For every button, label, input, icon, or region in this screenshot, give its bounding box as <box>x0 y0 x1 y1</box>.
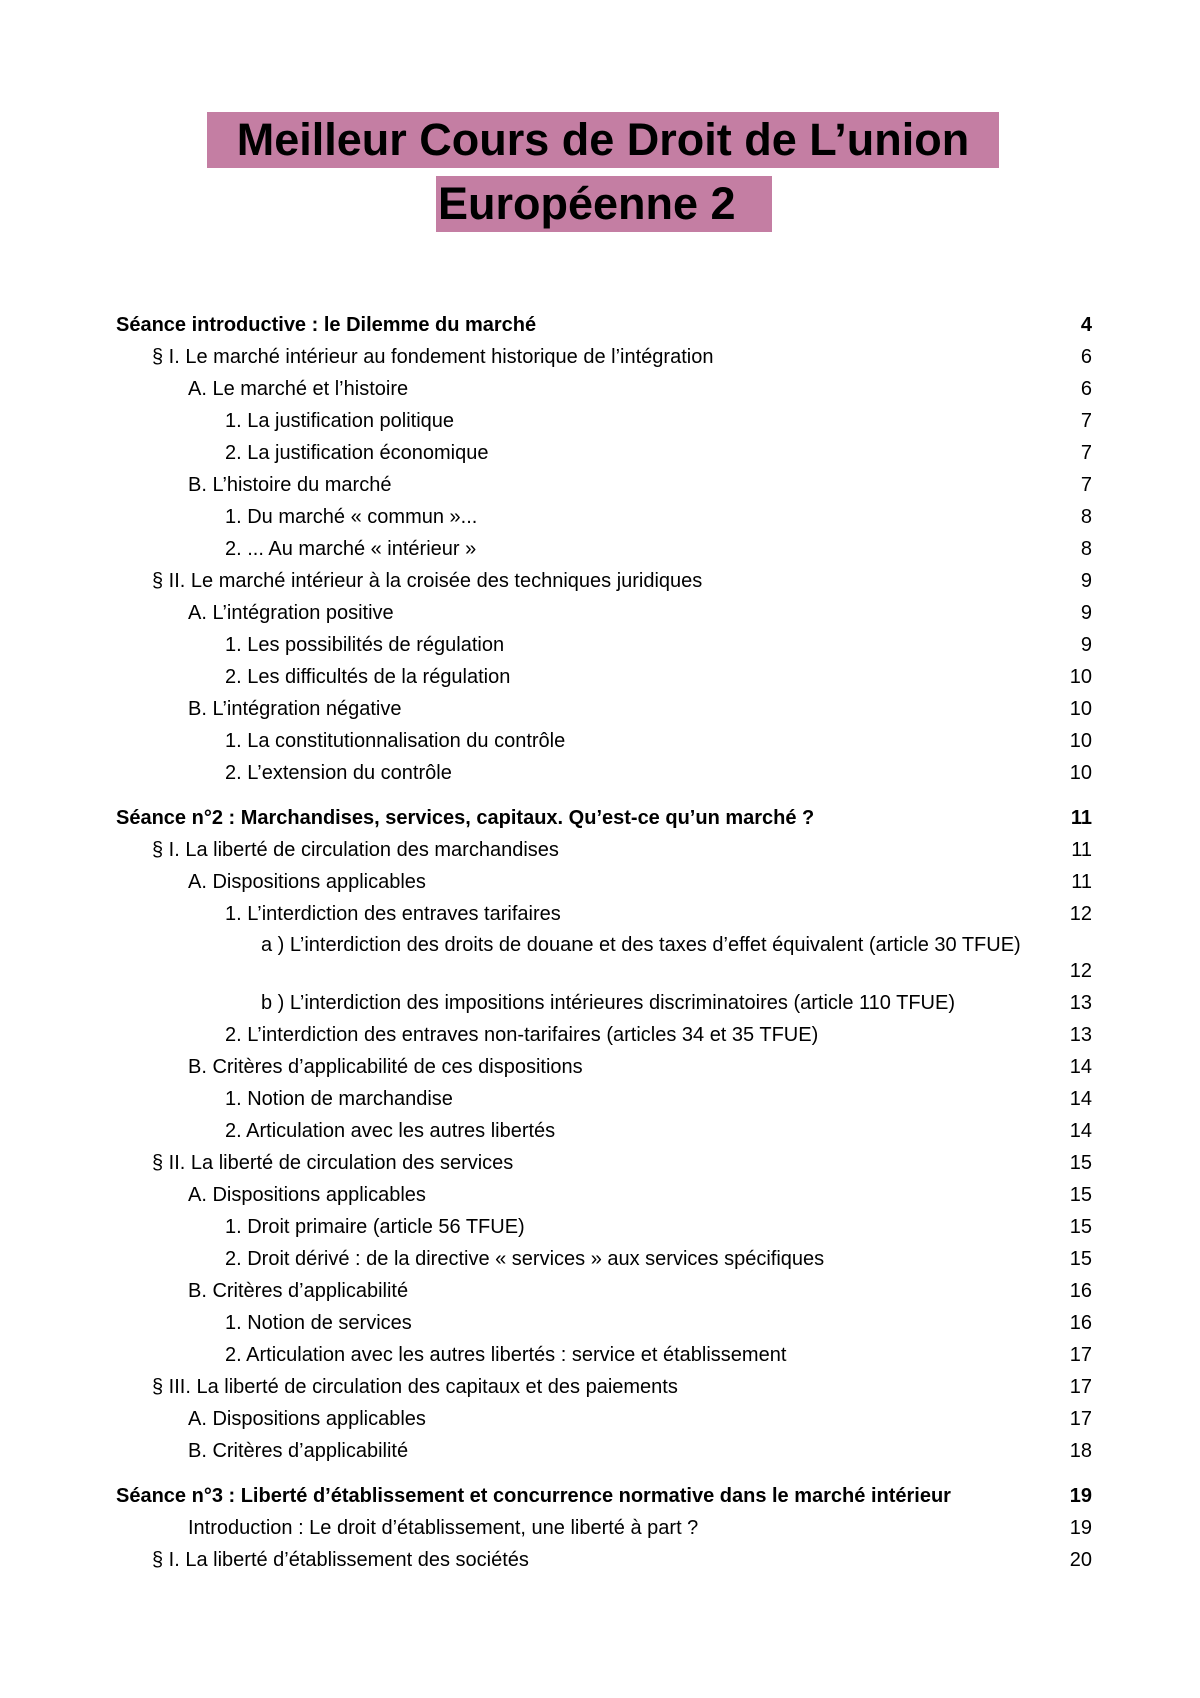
toc-entry[interactable] <box>116 501 1092 533</box>
toc-entry-page: 16 <box>1069 1312 1092 1334</box>
toc-entry-text: 1. L’interdiction des entraves tarifaires <box>225 903 561 925</box>
toc-entry[interactable] <box>116 1083 1092 1115</box>
toc-entry[interactable] <box>116 757 1092 789</box>
toc-entry[interactable] <box>116 341 1092 373</box>
toc-entry[interactable] <box>116 866 1092 898</box>
toc-entry-page: 4 <box>1080 314 1092 336</box>
toc-entry-text: 2. Articulation avec les autres libertés : service et établissement <box>225 1344 787 1366</box>
toc-entry[interactable] <box>116 1403 1092 1435</box>
toc-entry-text: A. Le marché et l’histoire <box>188 378 409 400</box>
toc-entry-text: A. Dispositions applicables <box>188 1408 426 1430</box>
toc-entry[interactable] <box>116 1019 1092 1051</box>
toc-entry-page: 6 <box>1080 346 1092 368</box>
toc-entry-page: 11 <box>1071 871 1092 893</box>
toc-entry-page: 15 <box>1069 1152 1092 1174</box>
toc-entry[interactable] <box>116 1275 1092 1307</box>
toc-entry-page: 13 <box>1069 992 1092 1014</box>
toc-entry[interactable] <box>116 469 1092 501</box>
toc-entry-page: 13 <box>1069 1024 1092 1046</box>
toc-entry-page: 15 <box>1069 1248 1092 1270</box>
toc-entry-page: 7 <box>1080 442 1092 464</box>
toc-entry[interactable] <box>116 373 1092 405</box>
toc-entry-text: 1. La justification politique <box>225 410 455 432</box>
toc-entry-text: 1. Notion de services <box>225 1312 412 1334</box>
toc-entry-page: 10 <box>1069 730 1092 752</box>
toc-entry-text: Séance n°2 : Marchandises, services, capitaux. Qu’est-ce qu’un marché ? <box>116 807 815 829</box>
toc-entry-page: 18 <box>1069 1440 1092 1462</box>
toc-entry-text: § II. Le marché intérieur à la croisée des techniques juridiques <box>152 570 703 592</box>
toc-entry[interactable] <box>116 987 1092 1019</box>
toc-entry-text: 1. La constitutionnalisation du contrôle <box>225 730 566 752</box>
toc-entry[interactable] <box>116 405 1092 437</box>
toc-entry[interactable] <box>116 898 1092 930</box>
toc-entry-text: 2. L’interdiction des entraves non-tarifaires (articles 34 et 35 TFUE) <box>225 1024 819 1046</box>
toc-entry-page: 17 <box>1069 1408 1092 1430</box>
toc-entry-page: 12 <box>1069 903 1092 925</box>
toc-entry-text: B. Critères d’applicabilité <box>188 1280 409 1302</box>
toc-entry[interactable] <box>116 1480 1092 1512</box>
toc-entry-page: 10 <box>1069 698 1092 720</box>
toc-entry[interactable] <box>116 1179 1092 1211</box>
toc-entry-text: 1. Notion de marchandise <box>225 1088 453 1110</box>
toc-entry-text: A. Dispositions applicables <box>188 871 426 893</box>
toc-entry[interactable] <box>116 1051 1092 1083</box>
toc-entry-page: 8 <box>1080 538 1092 560</box>
toc-entry[interactable] <box>116 1544 1092 1576</box>
toc-entry-text: A. Dispositions applicables <box>188 1184 426 1206</box>
toc-entry-text: 1. Droit primaire (article 56 TFUE) <box>225 1216 525 1238</box>
toc-entry[interactable] <box>116 1147 1092 1179</box>
toc-entry[interactable] <box>116 1512 1092 1544</box>
toc-entry-text: Séance n°3 : Liberté d’établissement et concurrence normative dans le marché intérieur <box>116 1485 951 1507</box>
toc-entry-page: 9 <box>1080 634 1092 656</box>
toc-entry[interactable] <box>116 1339 1092 1371</box>
toc-entry-page: 14 <box>1069 1120 1092 1142</box>
toc-entry-page: 10 <box>1069 666 1092 688</box>
toc-entry-page: 11 <box>1071 839 1092 861</box>
toc-entry[interactable] <box>116 1211 1092 1243</box>
toc-entry-text: 2. ... Au marché « intérieur » <box>225 538 477 560</box>
toc-entry-text: b ) L’interdiction des impositions intérieures discriminatoires (article 110 TFUE) <box>261 992 955 1014</box>
toc-entry-text: B. L’intégration négative <box>188 698 402 720</box>
toc-entry-page: 10 <box>1069 762 1092 784</box>
toc-entry-page: 9 <box>1080 602 1092 624</box>
toc-entry-text: 2. L’extension du contrôle <box>225 762 452 784</box>
toc-entry-page: 14 <box>1069 1088 1092 1110</box>
toc-entry-page: 12 <box>1069 960 1092 982</box>
toc-entry-text: § I. La liberté d’établissement des sociétés <box>152 1549 529 1571</box>
toc-entry-page: 6 <box>1080 378 1092 400</box>
toc-entry[interactable] <box>116 1243 1092 1275</box>
toc-entry-page: 15 <box>1069 1216 1092 1238</box>
toc-entry-text: 2. Droit dérivé : de la directive « services » aux services spécifiques <box>225 1248 825 1270</box>
toc-entry-page: 9 <box>1080 570 1092 592</box>
toc-entry[interactable] <box>116 1307 1092 1339</box>
toc-entry[interactable] <box>116 693 1092 725</box>
toc-entry[interactable] <box>116 1371 1092 1403</box>
toc-entry-text: § I. La liberté de circulation des marchandises <box>152 839 559 861</box>
title-line-2: Européenne 2 <box>436 176 772 232</box>
toc-entry-text: B. Critères d’applicabilité <box>188 1440 409 1462</box>
toc-entry-text: Introduction : Le droit d’établissement, une liberté à part ? <box>188 1517 699 1539</box>
toc-entry-text: 1. Du marché « commun »... <box>225 506 478 528</box>
toc-entry-page: 15 <box>1069 1184 1092 1206</box>
toc-entry-text: § III. La liberté de circulation des capitaux et des paiements <box>152 1376 678 1398</box>
toc-entry-text: B. L’histoire du marché <box>188 474 392 496</box>
toc-entry[interactable] <box>116 661 1092 693</box>
toc-entry[interactable] <box>116 437 1092 469</box>
toc-entry[interactable] <box>116 597 1092 629</box>
toc-entry-page: 7 <box>1080 474 1092 496</box>
toc-entry[interactable] <box>116 725 1092 757</box>
toc-entry-text: 2. Les difficultés de la régulation <box>225 666 511 688</box>
toc-entry-page: 11 <box>1070 807 1092 829</box>
title-line-1: Meilleur Cours de Droit de L’union <box>207 112 999 168</box>
toc-entry-page: 16 <box>1069 1280 1092 1302</box>
toc-entry-text: A. L’intégration positive <box>188 602 394 624</box>
toc-entry-page: 20 <box>1069 1549 1092 1571</box>
toc-entry-page: 17 <box>1069 1344 1092 1366</box>
toc-entry-page: 19 <box>1069 1485 1092 1507</box>
toc-entry-text: 2. La justification économique <box>225 442 489 464</box>
toc-entry-text: § I. Le marché intérieur au fondement historique de l’intégration <box>152 346 714 368</box>
table-of-contents <box>116 309 1092 1576</box>
toc-entry[interactable] <box>116 930 1092 987</box>
toc-entry-text: a ) L’interdiction des droits de douane et des taxes d’effet équivalent (article 30 TFUE) <box>261 934 1021 956</box>
toc-entry[interactable] <box>116 1115 1092 1147</box>
toc-entry[interactable] <box>116 565 1092 597</box>
toc-entry-page: 17 <box>1069 1376 1092 1398</box>
toc-entry-text: § II. La liberté de circulation des services <box>152 1152 514 1174</box>
toc-entry-text: 1. Les possibilités de régulation <box>225 634 505 656</box>
toc-entry-page: 14 <box>1069 1056 1092 1078</box>
toc-entry-text: 2. Articulation avec les autres libertés <box>225 1120 556 1142</box>
toc-entry[interactable] <box>116 834 1092 866</box>
toc-entry[interactable] <box>116 1435 1092 1467</box>
toc-entry-page: 7 <box>1080 410 1092 432</box>
toc-entry-page: 8 <box>1080 506 1092 528</box>
toc-entry[interactable] <box>116 629 1092 661</box>
toc-entry-page: 19 <box>1069 1517 1092 1539</box>
toc-entry-text: Séance introductive : le Dilemme du marché <box>116 314 537 336</box>
toc-entry-text: B. Critères d’applicabilité de ces dispositions <box>188 1056 583 1078</box>
toc-entry[interactable] <box>116 533 1092 565</box>
toc-entry[interactable] <box>116 309 1092 341</box>
toc-entry[interactable] <box>116 802 1092 834</box>
